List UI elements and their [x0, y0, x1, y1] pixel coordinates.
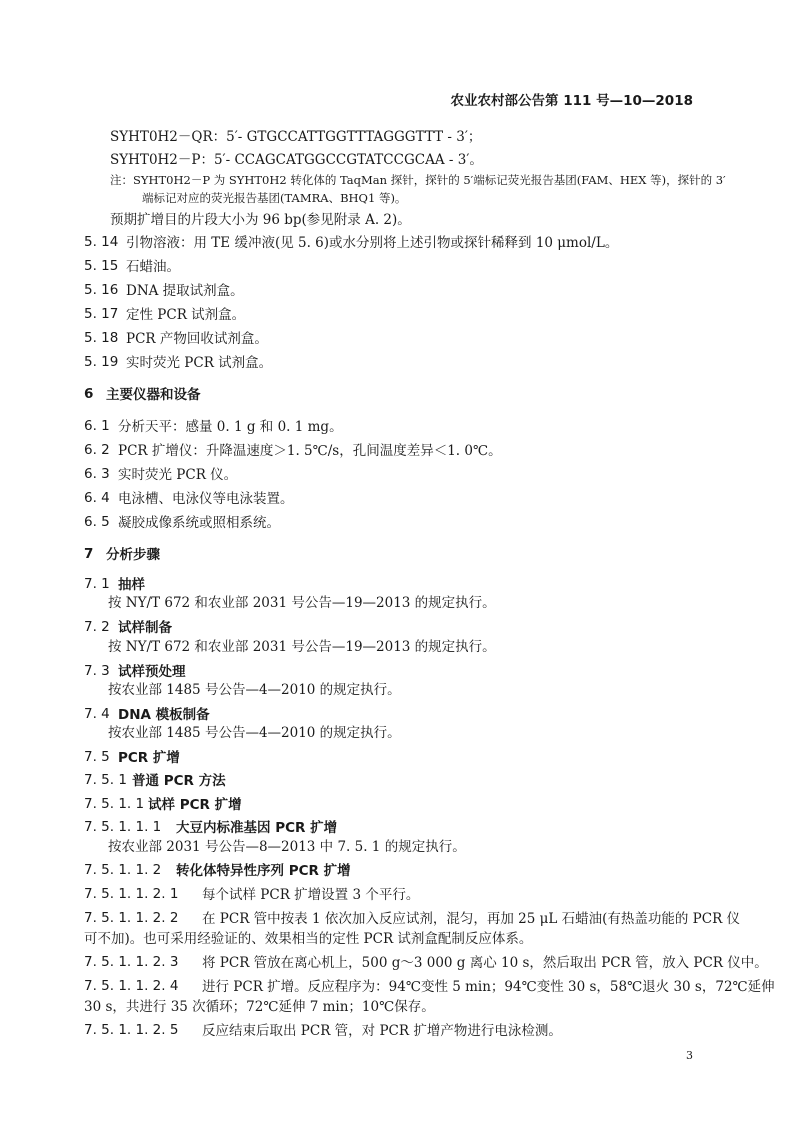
item-6-3-text: 实时荧光 PCR 仪。 [118, 467, 238, 483]
item-5-14-num: 5. 14 [84, 234, 119, 250]
item-6-5-text: 凝胶成像系统或照相系统。 [118, 515, 280, 531]
step-2-num: 7. 5. 1. 1. 2. 2 [84, 910, 179, 926]
s75112-num: 7. 5. 1. 1. 2 [84, 862, 162, 878]
s74-num: 7. 4 [84, 706, 110, 722]
s74-body: 按农业部 1485 号公告—4—2010 的规定执行。 [108, 725, 401, 741]
s73-title: 试样预处理 [118, 664, 186, 680]
item-6-1-text: 分析天平：感量 0. 1 g 和 0. 1 mg。 [118, 419, 343, 435]
item-5-19-text: 实时荧光 PCR 试剂盒。 [126, 355, 273, 371]
item-6-4-num: 6. 4 [84, 490, 110, 506]
s75-title: PCR 扩增 [118, 750, 180, 766]
item-6-1-num: 6. 1 [84, 418, 110, 434]
item-5-15-num: 5. 15 [84, 258, 119, 274]
s72-title: 试样制备 [118, 620, 172, 636]
item-5-14-text: 引物溶液：用 TE 缓冲液(见 5. 6)或水分别将上述引物或探针稀释到 10 μmol/L。 [126, 235, 619, 251]
step-2-cont: 可不加)。也可采用经验证的、效果相当的定性 PCR 试剂盒配制反应体系。 [84, 931, 533, 947]
step-1-num: 7. 5. 1. 1. 2. 1 [84, 886, 179, 902]
item-6-2-num: 6. 2 [84, 442, 110, 458]
running-header: 农业农村部公告第 111 号—10—2018 [450, 93, 693, 109]
s74-title: DNA 模板制备 [118, 707, 210, 723]
note-line-1: 注：SYHT0H2－P 为 SYHT0H2 转化体的 TaqMan 探针，探针的 5′端标记荧光报告基团(FAM、HEX 等)，探针的 3′ [110, 173, 726, 187]
step-4-num: 7. 5. 1. 1. 2. 4 [84, 978, 179, 994]
s75-num: 7. 5 [84, 749, 110, 765]
s72-num: 7. 2 [84, 619, 110, 635]
section-7-title: 分析步骤 [106, 547, 160, 563]
item-5-17-text: 定性 PCR 试剂盒。 [126, 307, 246, 323]
expected-size: 预期扩增目的片段大小为 96 bp(参见附录 A. 2)。 [110, 212, 411, 228]
item-6-2-text: PCR 扩增仪：升降温速度＞1. 5℃/s，孔间温度差异＜1. 0℃。 [118, 443, 502, 459]
step-3-num: 7. 5. 1. 1. 2. 3 [84, 954, 179, 970]
s7511-num: 7. 5. 1. 1 [84, 796, 145, 812]
s73-body: 按农业部 1485 号公告—4—2010 的规定执行。 [108, 682, 401, 698]
item-6-4-text: 电泳槽、电泳仪等电泳装置。 [118, 491, 294, 507]
item-5-16-num: 5. 16 [84, 282, 119, 298]
item-5-16-text: DNA 提取试剂盒。 [126, 283, 244, 299]
s71-num: 7. 1 [84, 576, 110, 592]
s75111-num: 7. 5. 1. 1. 1 [84, 819, 162, 835]
item-5-18-num: 5. 18 [84, 330, 119, 346]
item-6-5-num: 6. 5 [84, 514, 110, 530]
s751-title: 普通 PCR 方法 [132, 773, 226, 789]
note-line-2: 端标记对应的荧光报告基团(TAMRA、BHQ1 等)。 [142, 191, 407, 205]
s71-title: 抽样 [118, 577, 145, 593]
s71-body: 按 NY/T 672 和农业部 2031 号公告—19—2013 的规定执行。 [108, 595, 496, 611]
primer-qr: SYHT0H2－QR：5′- GTGCCATTGGTTTAGGGTTT - 3′； [110, 129, 482, 145]
s75112-title: 转化体特异性序列 PCR 扩增 [176, 863, 351, 879]
s73-num: 7. 3 [84, 663, 110, 679]
item-6-3-num: 6. 3 [84, 466, 110, 482]
item-5-15-text: 石蜡油。 [126, 259, 180, 275]
section-6-title: 主要仪器和设备 [106, 387, 201, 403]
step-4-cont: 30 s，共进行 35 次循环；72℃延伸 7 min；10℃保存。 [84, 999, 435, 1015]
step-5-text: 反应结束后取出 PCR 管，对 PCR 扩增产物进行电泳检测。 [202, 1023, 562, 1039]
page-number: 3 [686, 1049, 693, 1062]
s75111-title: 大豆内标准基因 PCR 扩增 [176, 820, 338, 836]
step-4-text: 进行 PCR 扩增。反应程序为：94℃变性 5 min；94℃变性 30 s，58℃退火 30 s，72℃延伸 [202, 979, 775, 995]
primer-p: SYHT0H2－P：5′- CCAGCATGGCCGTATCCGCAA - 3′。 [110, 152, 483, 168]
section-6-num: 6 [84, 386, 94, 402]
item-5-19-num: 5. 19 [84, 354, 119, 370]
item-5-18-text: PCR 产物回收试剂盒。 [126, 331, 268, 347]
step-5-num: 7. 5. 1. 1. 2. 5 [84, 1022, 179, 1038]
s751-num: 7. 5. 1 [84, 772, 127, 788]
step-2-text: 在 PCR 管中按表 1 依次加入反应试剂，混匀，再加 25 μL 石蜡油(有热盖功能的 PCR 仪 [202, 911, 741, 927]
s72-body: 按 NY/T 672 和农业部 2031 号公告—19—2013 的规定执行。 [108, 639, 496, 655]
step-3-text: 将 PCR 管放在离心机上，500 g～3 000 g 离心 10 s，然后取出 PCR 管，放入 PCR 仪中。 [202, 955, 768, 971]
s7511-title: 试样 PCR 扩增 [148, 797, 242, 813]
s75111-body: 按农业部 2031 号公告—8—2013 中 7. 5. 1 的规定执行。 [108, 839, 466, 855]
step-1-text: 每个试样 PCR 扩增设置 3 个平行。 [202, 887, 420, 903]
item-5-17-num: 5. 17 [84, 306, 119, 322]
section-7-num: 7 [84, 546, 94, 562]
